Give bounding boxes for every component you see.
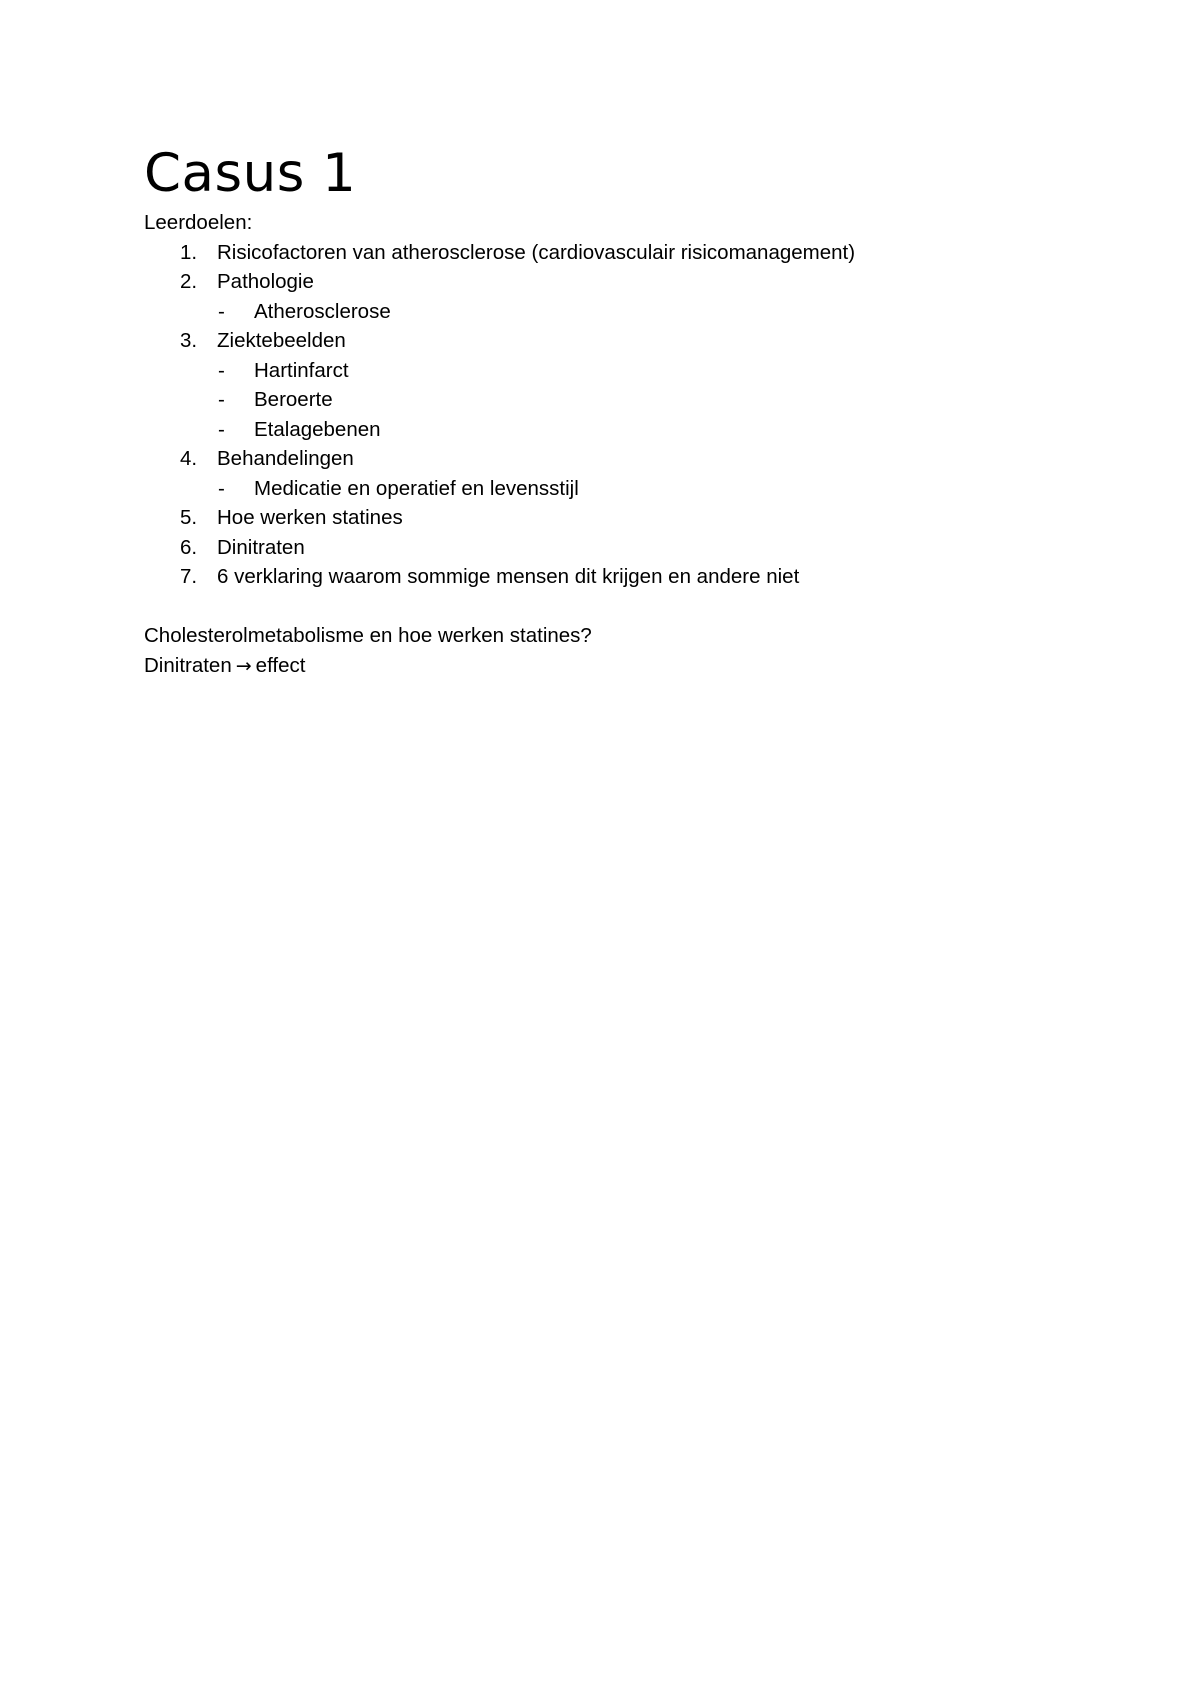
question-line: Cholesterolmetabolisme en hoe werken statines? bbox=[144, 624, 592, 647]
list-item bbox=[144, 562, 1074, 592]
sub-list-item-text: Medicatie en operatief en levensstijl bbox=[254, 476, 579, 500]
list-item-text: Dinitraten bbox=[217, 535, 305, 559]
learning-goals-heading: Leerdoelen: bbox=[144, 211, 253, 234]
list-item-number: 1. bbox=[180, 240, 198, 264]
list-item bbox=[144, 444, 1074, 474]
list-item bbox=[144, 238, 1074, 268]
dinitraten-effect-line bbox=[144, 651, 1074, 681]
dash-bullet: - bbox=[218, 358, 225, 382]
sub-list-item bbox=[144, 356, 1074, 386]
list-item-text: Pathologie bbox=[217, 270, 314, 293]
learning-goals-list bbox=[144, 238, 1074, 592]
list-item-text: Risicofactoren van atherosclerose (cardiovasculair risicomanagement) bbox=[217, 240, 856, 264]
sub-list-item-text: Atherosclerose bbox=[254, 299, 391, 323]
dash-bullet: - bbox=[218, 388, 225, 411]
list-item-text: Ziektebeelden bbox=[217, 329, 346, 352]
list-item-number: 6. bbox=[180, 535, 198, 559]
page-title: Casus 1 bbox=[144, 143, 357, 204]
list-item bbox=[144, 326, 1074, 356]
sub-list-item bbox=[144, 415, 1074, 445]
dash-bullet: - bbox=[218, 299, 225, 323]
sub-list-item bbox=[144, 385, 1074, 415]
sub-list-item bbox=[144, 474, 1074, 504]
sub-list-item-text: Etalagebenen bbox=[254, 417, 381, 441]
sub-list-item-text: Beroerte bbox=[254, 388, 333, 411]
list-item bbox=[144, 503, 1074, 533]
list-item-text: 6 verklaring waarom sommige mensen dit krijgen en andere niet bbox=[217, 565, 800, 588]
effect-text: effect bbox=[255, 653, 306, 677]
arrow-right-icon: → bbox=[235, 654, 252, 677]
paragraph-spacer bbox=[144, 592, 1074, 622]
document-content bbox=[144, 140, 1074, 680]
list-item-number: 3. bbox=[180, 329, 198, 352]
dash-bullet: - bbox=[218, 476, 225, 500]
list-item-text: Behandelingen bbox=[217, 447, 354, 470]
sub-list-item-text: Hartinfarct bbox=[254, 358, 349, 382]
sub-list-item bbox=[144, 297, 1074, 327]
list-item-number: 2. bbox=[180, 270, 198, 293]
list-item-number: 4. bbox=[180, 447, 198, 470]
list-item bbox=[144, 533, 1074, 563]
list-item-number: 7. bbox=[180, 565, 198, 588]
list-item-text: Hoe werken statines bbox=[217, 506, 403, 529]
list-item bbox=[144, 267, 1074, 297]
dash-bullet: - bbox=[218, 417, 225, 441]
dinitraten-text: Dinitraten bbox=[144, 653, 232, 677]
list-item-number: 5. bbox=[180, 506, 198, 529]
